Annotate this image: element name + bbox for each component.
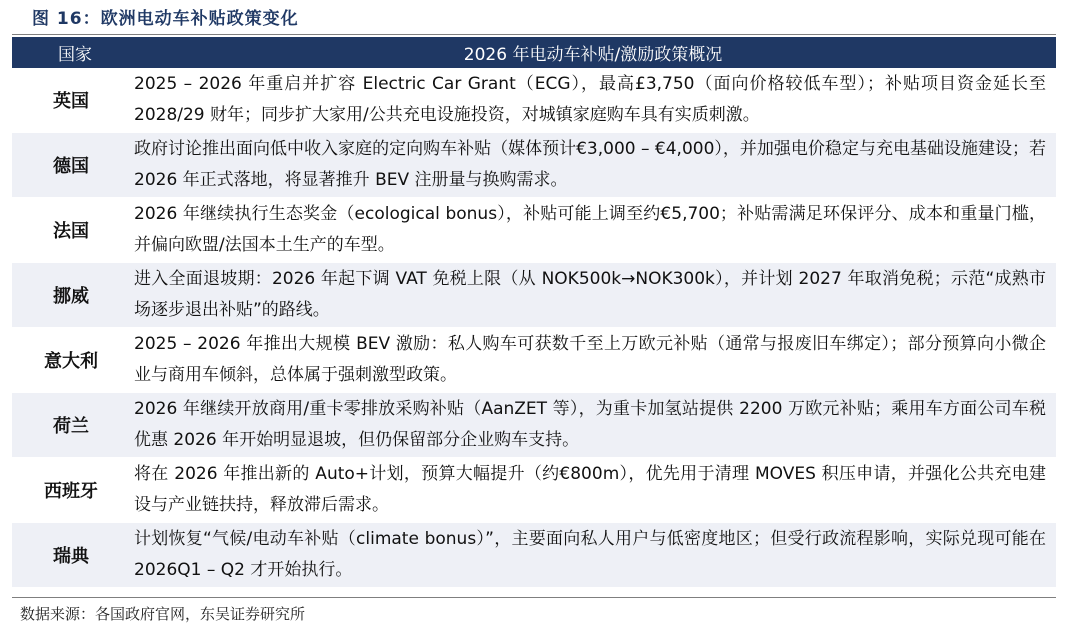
country-cell: 瑞典: [12, 523, 130, 588]
table-row: [12, 458, 1056, 523]
country-cell: 西班牙: [12, 458, 130, 523]
table-row: [12, 263, 1056, 328]
description-cell: 2025 – 2026 年推出大规模 BEV 激励：私人购车可获数千至上万欧元补贴（通常与报废旧车绑定）；部分预算向小微企业与商用车倾斜，总体属于强刺激型政策。: [130, 328, 1056, 393]
table-bottom-rule: [12, 597, 1056, 598]
table-row: [12, 393, 1056, 458]
description-cell: 政府讨论推出面向低中收入家庭的定向购车补贴（媒体预计€3,000 – €4,000），并加强电价稳定与充电基础设施建设；若 2026 年正式落地，将显著推升 BEV 注册量与换购需求。: [130, 133, 1056, 198]
country-cell: 意大利: [12, 328, 130, 393]
description-cell: 2026 年继续执行生态奖金（ecological bonus），补贴可能上调至约€5,700；补贴需满足环保评分、成本和重量门槛，并偏向欧盟/法国本土生产的车型。: [130, 198, 1056, 263]
table-row: [12, 523, 1056, 588]
description-cell: 计划恢复“气候/电动车补贴（climate bonus）”，主要面向私人用户与低密度地区；但受行政流程影响，实际兑现可能在 2026Q1 – Q2 才开始执行。: [130, 523, 1056, 588]
table-header-row: [12, 37, 1056, 68]
table-row: [12, 133, 1056, 198]
figure-title: 图 16：欧洲电动车补贴政策变化: [32, 9, 299, 29]
country-cell: 德国: [12, 133, 130, 198]
country-cell: 英国: [12, 68, 130, 133]
country-cell: 法国: [12, 198, 130, 263]
description-cell: 2026 年继续开放商用/重卡零排放采购补贴（AanZET 等），为重卡加氢站提供 2200 万欧元补贴；乘用车方面公司车税优惠 2026 年开始明显退坡，但仍保留部分企业购车支持。: [130, 393, 1056, 458]
country-cell: 挪威: [12, 263, 130, 328]
description-cell: 2025 – 2026 年重启并扩容 Electric Car Grant（ECG），最高£3,750（面向价格较低车型）；补贴项目资金延长至 2028/29 财年；同步扩大家用/公共充电设施投资，对城镇家庭购车具有实质刺激。: [130, 68, 1056, 133]
description-cell: 将在 2026 年推出新的 Auto+计划，预算大幅提升（约€800m），优先用于清理 MOVES 积压申请，并强化公共充电建设与产业链扶持，释放滞后需求。: [130, 458, 1056, 523]
policy-table: [12, 37, 1056, 588]
title-divider: [12, 34, 1056, 35]
header-summary: 2026 年电动车补贴/激励政策概况: [130, 37, 1056, 68]
table-row: [12, 328, 1056, 393]
country-cell: 荷兰: [12, 393, 130, 458]
table-row: [12, 68, 1056, 133]
header-country: 国家: [12, 37, 130, 68]
table-row: [12, 198, 1056, 263]
description-cell: 进入全面退坡期：2026 年起下调 VAT 免税上限（从 NOK500k→NOK300k），并计划 2027 年取消免税；示范“成熟市场逐步退出补贴”的路线。: [130, 263, 1056, 328]
source-note: 数据来源：各国政府官网，东吴证券研究所: [20, 605, 306, 623]
